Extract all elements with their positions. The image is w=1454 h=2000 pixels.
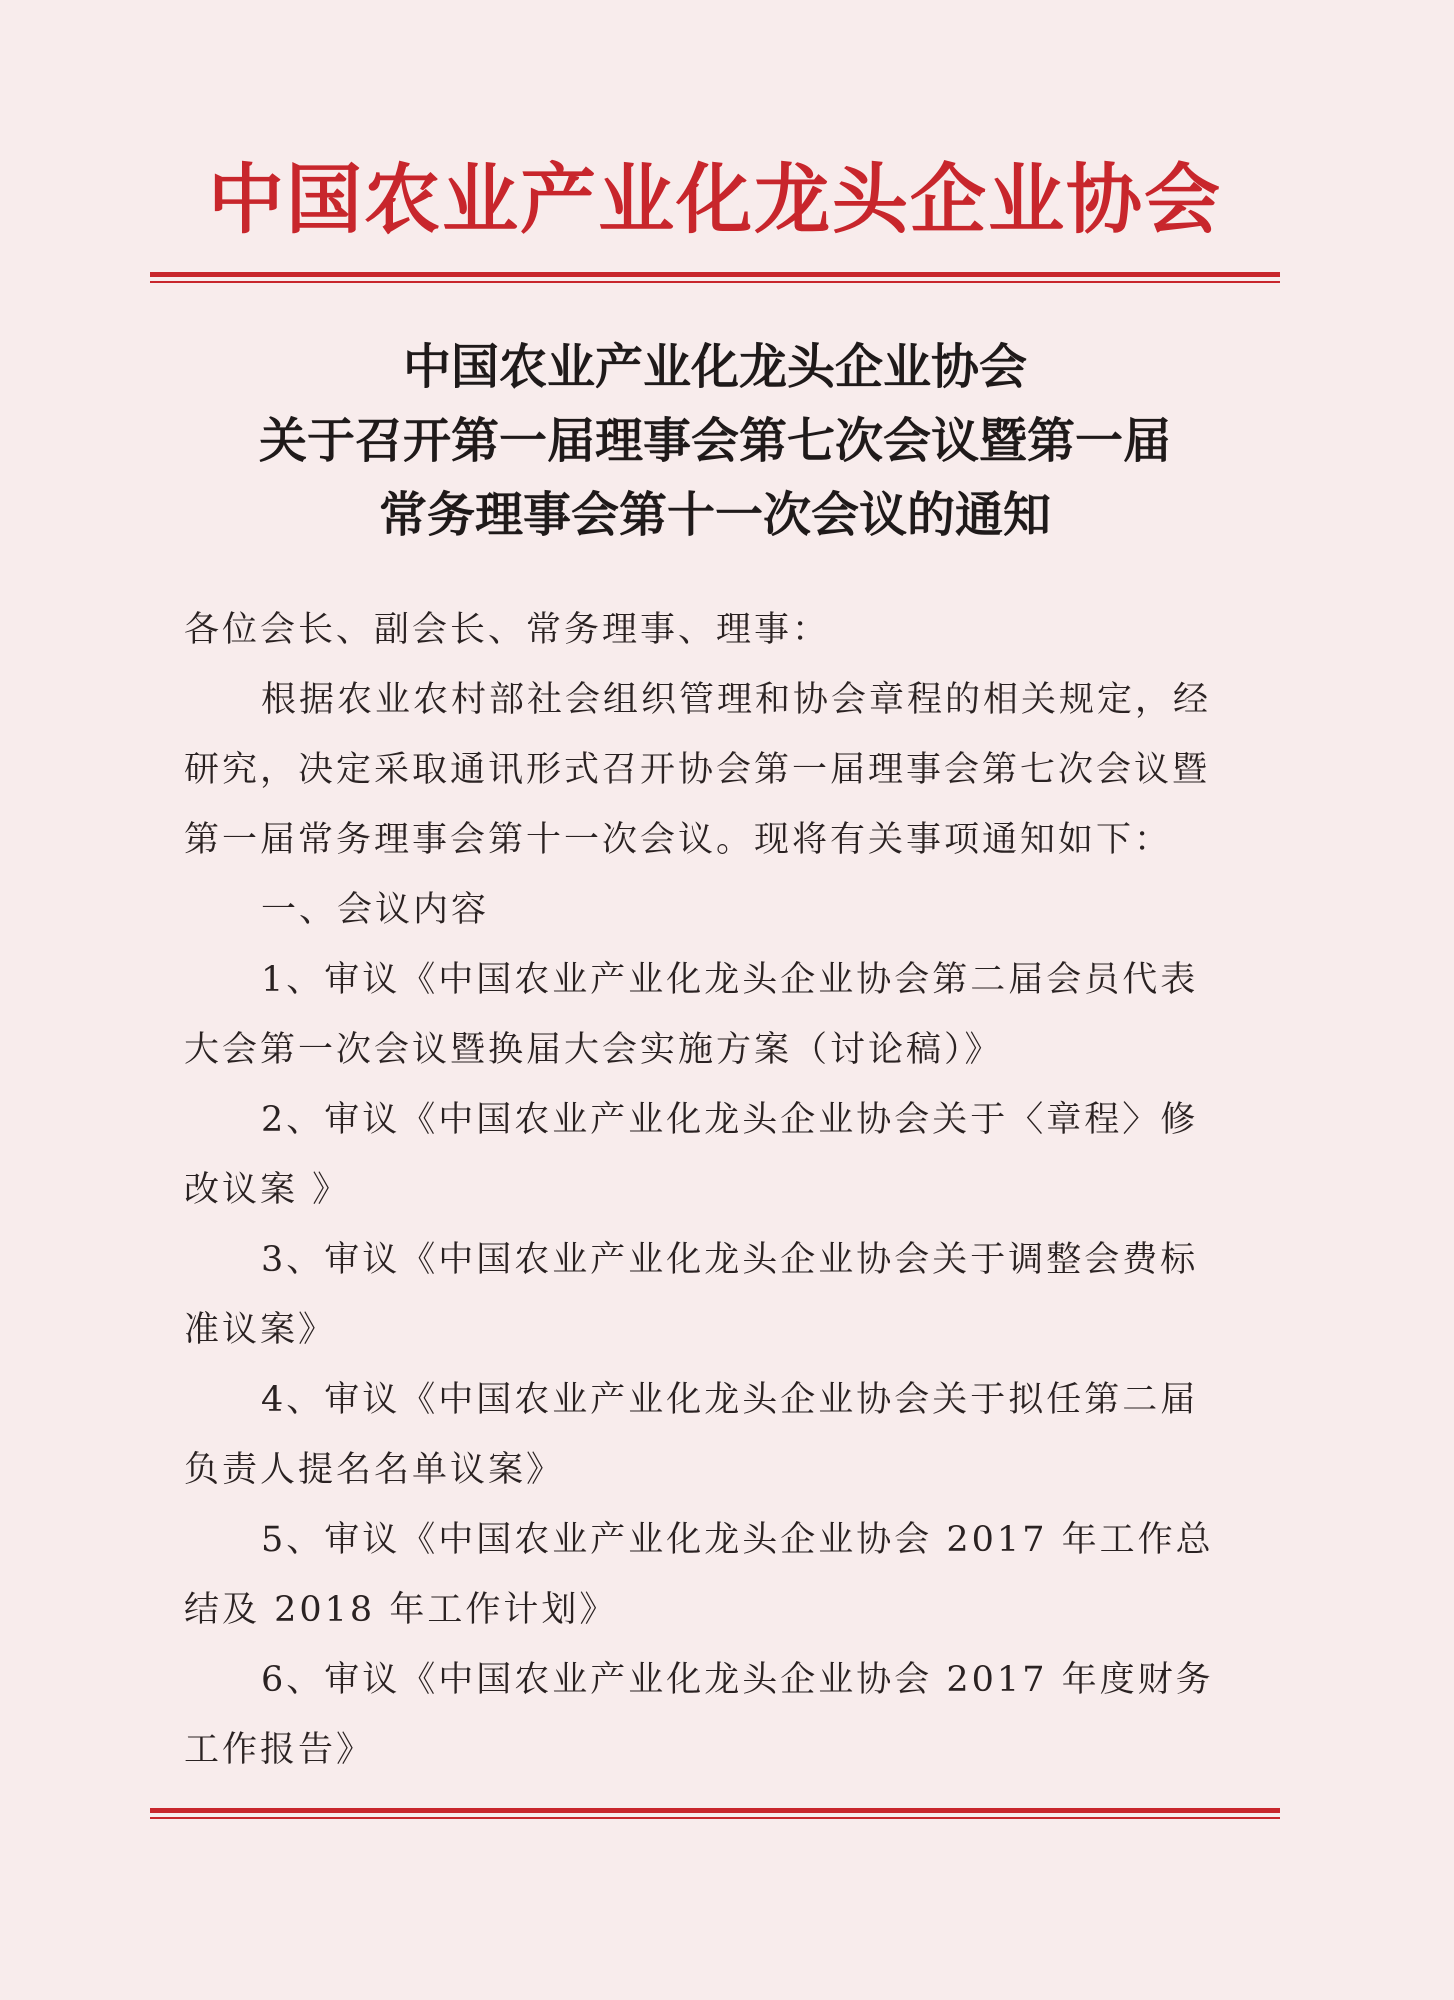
agenda-item: 4、审议《中国农业产业化龙头企业协会关于拟任第二届负责人提名名单议案》 <box>184 1380 1199 1490</box>
salutation: 各位会长、副会长、常务理事、理事： <box>184 610 831 650</box>
agenda-item: 6、审议《中国农业产业化龙头企业协会 2017 年度财务工作报告》 <box>184 1660 1214 1770</box>
document-body <box>184 595 1234 1785</box>
title-line-1: 中国农业产业化龙头企业协会 <box>402 339 1027 395</box>
intro-paragraph: 根据农业农村部社会组织管理和协会章程的相关规定，经研究，决定采取通讯形式召开协会第一届理事会第七次会议暨第一届常务理事会第十一次会议。现将有关事项通知如下： <box>184 680 1212 860</box>
agenda-item: 3、审议《中国农业产业化龙头企业协会关于调整会费标准议案》 <box>184 1240 1199 1350</box>
document-title <box>150 330 1280 552</box>
title-line-2: 关于召开第一届理事会第七次会议暨第一届 <box>258 413 1171 469</box>
letterhead-divider <box>150 272 1280 283</box>
agenda-item: 1、审议《中国农业产业化龙头企业协会第二届会员代表大会第一次会议暨换届大会实施方案（讨论稿）》 <box>184 960 1199 1070</box>
section-heading: 一、会议内容 <box>261 890 490 930</box>
divider-thin-line <box>150 1817 1280 1819</box>
divider-thin-line <box>150 281 1280 283</box>
letterhead-org-name: 中国农业产业化龙头企业协会 <box>208 155 1222 244</box>
agenda-item: 2、审议《中国农业产业化龙头企业协会关于〈章程〉修改议案 》 <box>184 1100 1199 1210</box>
title-line-3: 常务理事会第十一次会议的通知 <box>378 487 1051 543</box>
agenda-item: 5、审议《中国农业产业化龙头企业协会 2017 年工作总结及 2018 年工作计划》 <box>184 1520 1214 1630</box>
footer-divider <box>150 1808 1280 1819</box>
